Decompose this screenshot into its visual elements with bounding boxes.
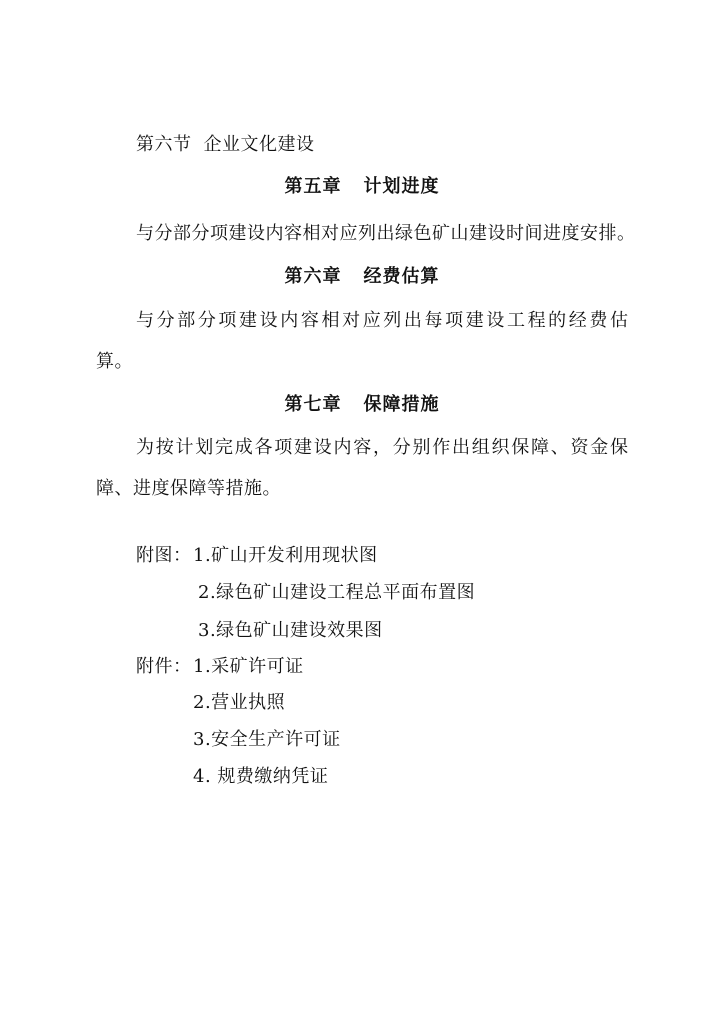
- chapter-6-heading: [0, 266, 724, 288]
- attached-figure-item-3: 3.绿色矿山建设效果图: [198, 620, 383, 641]
- chapter-5-title: 计划进度: [363, 176, 440, 197]
- attachment-item-4: 4. 规费缴纳凭证: [193, 766, 329, 787]
- attached-figure-item-1: 1.矿山开发利用现状图: [193, 545, 378, 566]
- chapter-7-body-line-2: 障、进度保障等措施。: [96, 478, 281, 499]
- attachments-label: 附件：: [136, 656, 192, 677]
- attached-figures-label: 附图：: [136, 545, 192, 566]
- chapter-7-body-line-1: 为按计划完成各项建设内容，分别作出组织保障、资金保: [136, 437, 628, 458]
- chapter-7-number: 第七章: [284, 394, 342, 415]
- chapter-7-heading: [0, 394, 724, 416]
- section-title: [136, 134, 315, 156]
- attachment-item-3: 3.安全生产许可证: [193, 729, 341, 750]
- attachment-item-1: 1.采矿许可证: [193, 656, 304, 677]
- chapter-6-number: 第六章: [284, 266, 342, 287]
- section-number: 第六节: [136, 134, 192, 155]
- chapter-7-title: 保障措施: [363, 394, 440, 415]
- chapter-6-body-line-2: 算。: [96, 351, 133, 372]
- chapter-6-title: 经费估算: [363, 266, 440, 287]
- attached-figure-item-2: 2.绿色矿山建设工程总平面布置图: [198, 582, 476, 603]
- section-name: 企业文化建设: [203, 134, 315, 155]
- chapter-5-number: 第五章: [284, 176, 342, 197]
- chapter-5-body: 与分部分项建设内容相对应列出绿色矿山建设时间进度安排。: [136, 223, 636, 244]
- chapter-6-body-line-1: 与分部分项建设内容相对应列出每项建设工程的经费估: [136, 310, 628, 331]
- chapter-5-heading: [0, 176, 724, 198]
- attachment-item-2: 2.营业执照: [193, 692, 286, 713]
